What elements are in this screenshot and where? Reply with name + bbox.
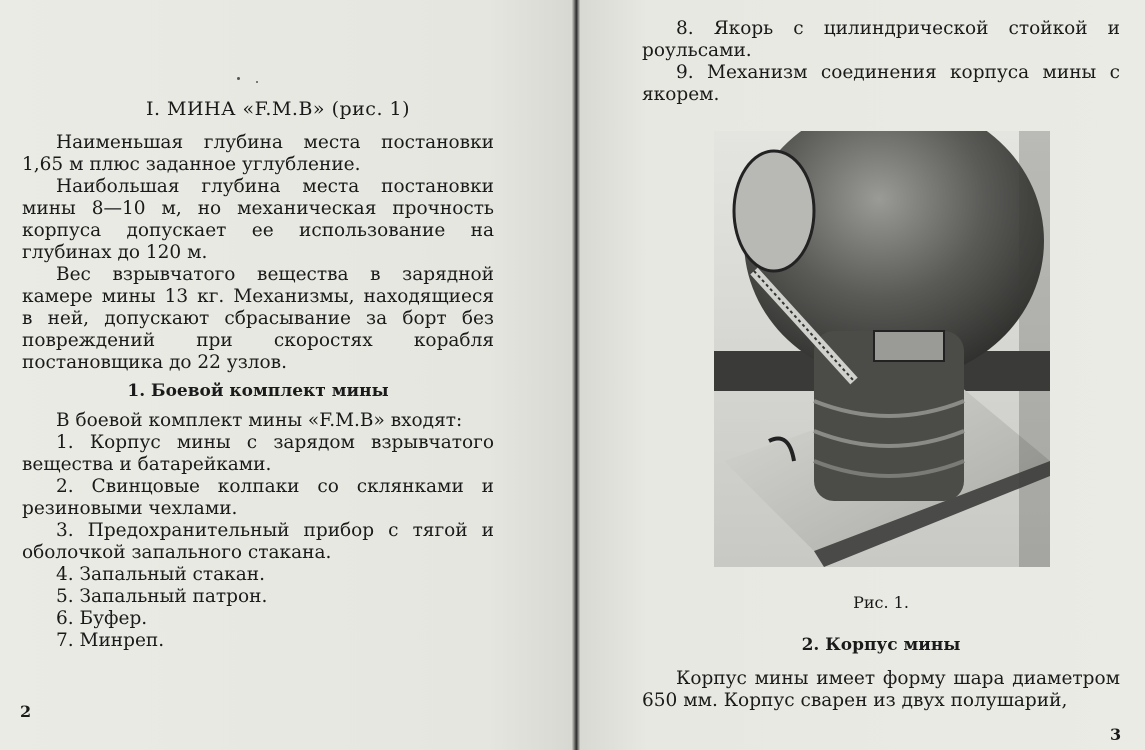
- right-page-text-top: [642, 18, 1120, 106]
- list-item: 7. Минреп.: [56, 630, 165, 651]
- right-page-text-bottom: [642, 668, 1120, 712]
- left-page: [0, 0, 572, 750]
- figure-caption: Рис. 1.: [853, 593, 909, 612]
- page-number-right: 3: [1110, 725, 1122, 744]
- page-number-left: 2: [20, 702, 32, 721]
- list-item: 3. Предохранительный прибор с тягой и оболочкой запального стакана.: [22, 520, 494, 563]
- mine-photo-image: [714, 131, 1050, 567]
- mine-photo: [714, 131, 1050, 567]
- speck: [256, 81, 258, 83]
- paragraph-max-depth: Наибольшая глубина места постановки мины 8—10 м, но механическая прочность корпуса допускает ее использование на глубинах до 120 м.: [22, 176, 494, 263]
- paragraph-explosive-weight: Вес взрывчатого вещества в зарядной камере мины 13 кг. Механизмы, находящиеся в ней, допускают сбрасывание за борт без повреждений при скоростях корабля постановщика до 22 узлов.: [22, 264, 494, 373]
- section-title-mine-body: 2. Корпус мины: [801, 635, 961, 655]
- list-item: 4. Запальный стакан.: [56, 564, 265, 585]
- list-item: 8. Якорь с цилиндрической стойкой и роульсами.: [642, 18, 1120, 61]
- list-item: 9. Механизм соединения корпуса мины с якорем.: [642, 62, 1120, 105]
- speck: [237, 77, 240, 80]
- left-page-text: [22, 98, 494, 652]
- book-gutter: [572, 0, 580, 750]
- right-page: [580, 0, 1145, 750]
- paragraph-mine-body: Корпус мины имеет форму шара диаметром 650 мм. Корпус сварен из двух полушарий,: [642, 668, 1120, 711]
- section-title-combat-kit: 1. Боевой комплект мины: [127, 381, 389, 401]
- list-item: 2. Свинцовые колпаки со склянками и резиновыми чехлами.: [22, 476, 494, 519]
- list-item: 1. Корпус мины с зарядом взрывчатого вещества и батарейками.: [22, 432, 494, 475]
- paragraph-min-depth: Наименьшая глубина места постановки 1,65 м плюс заданное углубление.: [22, 132, 494, 175]
- list-item: 5. Запальный патрон.: [56, 586, 268, 607]
- paragraph-kit-intro: В боевой комплект мины «F.M.B» входят:: [56, 410, 463, 431]
- list-item: 6. Буфер.: [56, 608, 148, 629]
- chapter-title: I. МИНА «F.M.B» (рис. 1): [145, 98, 411, 120]
